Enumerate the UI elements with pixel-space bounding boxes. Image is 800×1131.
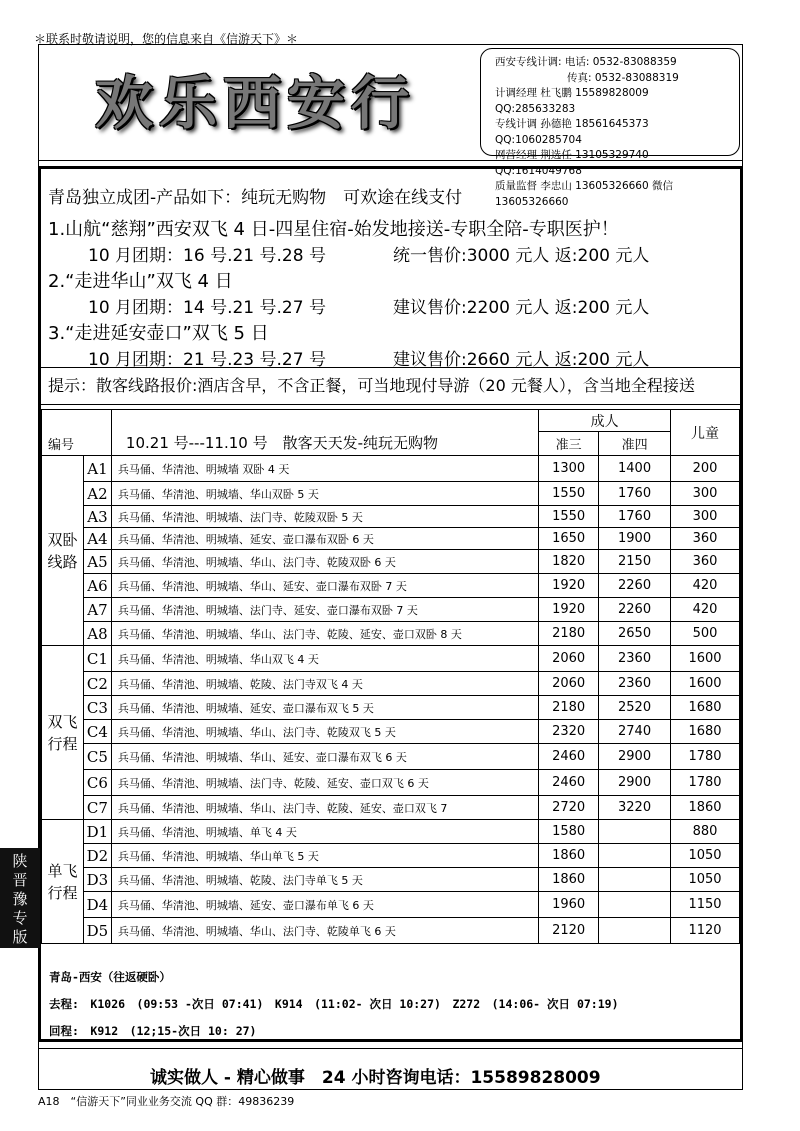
child-price: 360: [671, 550, 740, 574]
route-code: A1: [83, 456, 111, 482]
region-tab: [0, 848, 40, 948]
route-code: D5: [83, 918, 111, 944]
four-star-price: 2150: [599, 550, 671, 574]
four-star-price: 1400: [599, 456, 671, 482]
route-description: 兵马俑、华清池、明城墙、乾陵、法门寺双飞 4 天: [111, 672, 538, 696]
route-description: 兵马俑、华清池、明城墙、华山、延安、壶口瀑布双卧 7 天: [111, 574, 538, 598]
three-star-price: 1580: [539, 820, 599, 844]
product-title: 3.“走进延安壶口”双飞 5 日: [48, 323, 269, 344]
route-description: 兵马俑、华清池、明城墙、延安、壶口瀑布双飞 5 天: [111, 696, 538, 720]
four-star-price: 2650: [599, 622, 671, 646]
table-row: [42, 506, 740, 528]
four-star-price: 2900: [599, 770, 671, 796]
route-description: 兵马俑、华清池、明城墙、华山、法门寺、乾陵双卧 6 天: [111, 550, 538, 574]
contact-line: 网营经理 荆选任 13105329740 QQ:1614049768: [495, 149, 649, 177]
product-title: 1.山航“慈翔”西安双飞 4 日-四星住宿-始发地接送-专职全陪-专职医护！: [48, 219, 619, 240]
route-code: C5: [83, 744, 111, 770]
contact-line: 传真: 0532-83088319: [567, 71, 679, 84]
child-price: 1050: [671, 868, 740, 892]
product-price: 建议售价:2660 元人 返:200 元人: [393, 350, 650, 370]
route-description: 兵马俑、华清池、明城墙、法门寺、延安、壶口瀑布双卧 7 天: [111, 598, 538, 622]
route-description: 兵马俑、华清池、明城墙、华山单飞 5 天: [111, 844, 538, 868]
table-row: [42, 646, 740, 672]
route-group-line: 双卧: [47, 530, 78, 549]
route-description: 兵马俑、华清池、明城墙、延安、壶口瀑布单飞 6 天: [111, 892, 538, 918]
header-divider: [38, 160, 743, 161]
table-row: [42, 770, 740, 796]
child-price: 360: [671, 528, 740, 550]
child-price: 1120: [671, 918, 740, 944]
main-panel: [38, 166, 743, 1042]
child-price: 1780: [671, 770, 740, 796]
table-row: [42, 622, 740, 646]
table-row: [42, 574, 740, 598]
region-tab-char: 晋: [12, 871, 28, 889]
three-star-price: 1860: [539, 868, 599, 892]
four-star-price: [599, 918, 671, 944]
four-star-price: 2360: [599, 646, 671, 672]
contact-box: [480, 48, 740, 208]
four-star-price: [599, 892, 671, 918]
route-description: 兵马俑、华清池、明城墙、乾陵、法门寺单飞 5 天: [111, 868, 538, 892]
table-row: [42, 550, 740, 574]
child-price: 1680: [671, 720, 740, 744]
child-price: 300: [671, 506, 740, 528]
route-description: 兵马俑、华清池、明城墙、法门寺、乾陵双卧 5 天: [111, 506, 538, 528]
adult-header: 成人: [539, 410, 671, 432]
contact-line: 计调经理 杜飞鹏 15589828009 QQ:285633283: [495, 87, 649, 115]
group-tours-header: 青岛独立成团-产品如下：纯玩无购物 可欢途在线支付: [48, 188, 463, 208]
route-description: 兵马俑、华清池、明城墙、华山、法门寺、乾陵、延安、壶口双飞 7: [111, 796, 538, 820]
table-row: [42, 672, 740, 696]
three-star-price: 1300: [539, 456, 599, 482]
product-title: 2.“走进华山”双飞 4 日: [48, 271, 233, 292]
child-price: 1150: [671, 892, 740, 918]
source-notice: ＊联系时敬请说明，您的信息来自《信游天下》＊: [34, 32, 299, 46]
child-price: 1050: [671, 844, 740, 868]
four-star-price: [599, 844, 671, 868]
four-star-price: 2900: [599, 744, 671, 770]
period-header: 10.21 号---11.10 号 散客天天发-纯玩无购物: [111, 410, 538, 456]
three-star-price: 2180: [539, 696, 599, 720]
table-row: [42, 868, 740, 892]
three-star-price: 1860: [539, 844, 599, 868]
three-star-header: 准三: [539, 432, 599, 456]
route-group-line: 行程: [47, 734, 78, 753]
contact-line: 质量监督 李忠山 13605326660 微信 13605326660: [495, 180, 673, 208]
child-header: 儿童: [671, 410, 740, 456]
region-tab-char: 专: [12, 909, 28, 927]
train-outbound: 去程: K1026 (09:53 -次日 07:41) K914 (11:02- 次日 10:27) Z272 (14:06- 次日 07:19): [49, 997, 619, 1011]
product-dates-row: [48, 243, 738, 269]
route-description: 兵马俑、华清池、明城墙、单飞 4 天: [111, 820, 538, 844]
route-code: C6: [83, 770, 111, 796]
three-star-price: 1550: [539, 506, 599, 528]
train-title: 青岛-西安（往返硬卧）: [49, 970, 171, 984]
three-star-price: 2460: [539, 744, 599, 770]
table-row: [42, 720, 740, 744]
four-star-price: 2520: [599, 696, 671, 720]
price-body: [42, 456, 740, 944]
route-code: A3: [83, 506, 111, 528]
price-table: [41, 409, 740, 944]
four-star-price: 2260: [599, 598, 671, 622]
product-dates: 10 月团期：21 号.23 号.27 号: [88, 350, 326, 370]
child-price: 200: [671, 456, 740, 482]
four-star-price: [599, 820, 671, 844]
child-price: 1680: [671, 696, 740, 720]
route-description: 兵马俑、华清池、明城墙、华山双飞 4 天: [111, 646, 538, 672]
slogan: 诚实做人 - 精心做事 24 小时咨询电话：15589828009: [150, 1068, 601, 1088]
three-star-price: 1960: [539, 892, 599, 918]
three-star-price: 2060: [539, 646, 599, 672]
three-star-price: 2060: [539, 672, 599, 696]
route-code: D3: [83, 868, 111, 892]
table-row: [42, 528, 740, 550]
child-price: 880: [671, 820, 740, 844]
route-code: D4: [83, 892, 111, 918]
table-row: [42, 892, 740, 918]
four-star-price: 2360: [599, 672, 671, 696]
three-star-price: 1550: [539, 482, 599, 506]
table-row: [42, 918, 740, 944]
table-row: [42, 844, 740, 868]
three-star-price: 1920: [539, 598, 599, 622]
route-description: 兵马俑、华清池、明城墙、华山、延安、壶口瀑布双飞 6 天: [111, 744, 538, 770]
route-code: D2: [83, 844, 111, 868]
child-price: 1600: [671, 646, 740, 672]
route-code: A4: [83, 528, 111, 550]
table-row: [42, 796, 740, 820]
group-tours-section: [48, 185, 738, 373]
table-row: [42, 744, 740, 770]
region-tab-char: 版: [12, 928, 28, 946]
route-group-label: [42, 820, 84, 944]
product-dates-row: [48, 295, 738, 321]
contact-line: 专线计调 孙德艳 18561645373 QQ:1060285704: [495, 118, 649, 146]
route-group-line: 双飞: [47, 712, 78, 731]
three-star-price: 1820: [539, 550, 599, 574]
table-row: [42, 456, 740, 482]
route-description: 兵马俑、华清池、明城墙、华山、法门寺、乾陵双飞 5 天: [111, 720, 538, 744]
route-code: C7: [83, 796, 111, 820]
four-star-price: 1900: [599, 528, 671, 550]
route-group-line: 线路: [47, 552, 78, 571]
route-code: D1: [83, 820, 111, 844]
page-title: 欢乐西安行: [95, 69, 416, 137]
three-star-price: 2120: [539, 918, 599, 944]
route-code: A2: [83, 482, 111, 506]
four-star-price: 3220: [599, 796, 671, 820]
three-star-price: 1650: [539, 528, 599, 550]
tip-notice: 提示：散客线路报价:酒店含早，不含正餐，可当地现付导游（20 元餐人），含当地全程接送: [41, 367, 740, 405]
train-return: 回程: K912 (12;15-次日 10: 27): [49, 1024, 257, 1038]
region-tab-char: 豫: [12, 890, 28, 908]
four-star-price: 2740: [599, 720, 671, 744]
child-price: 1600: [671, 672, 740, 696]
contact-line: 西安专线计调: 电话: 0532-83088359: [495, 56, 677, 68]
route-description: 兵马俑、华清池、明城墙、华山双卧 5 天: [111, 482, 538, 506]
route-description: 兵马俑、华清池、明城墙 双卧 4 天: [111, 456, 538, 482]
four-star-price: 2260: [599, 574, 671, 598]
child-price: 1780: [671, 744, 740, 770]
route-description: 兵马俑、华清池、明城墙、华山、法门寺、乾陵单飞 6 天: [111, 918, 538, 944]
route-code: A5: [83, 550, 111, 574]
child-price: 420: [671, 598, 740, 622]
route-code: C3: [83, 696, 111, 720]
four-star-price: 1760: [599, 506, 671, 528]
route-group-line: 单飞: [47, 861, 78, 880]
route-code: A7: [83, 598, 111, 622]
route-code: A8: [83, 622, 111, 646]
three-star-price: 2460: [539, 770, 599, 796]
route-code: C1: [83, 646, 111, 672]
route-description: 兵马俑、华清池、明城墙、延安、壶口瀑布双卧 6 天: [111, 528, 538, 550]
table-row: [42, 696, 740, 720]
four-star-header: 准四: [599, 432, 671, 456]
three-star-price: 1920: [539, 574, 599, 598]
page-footer: A18 “信游天下”同业业务交流 QQ 群：49836239: [38, 1095, 295, 1108]
route-description: 兵马俑、华清池、明城墙、法门寺、乾陵、延安、壶口双飞 6 天: [111, 770, 538, 796]
train-schedule: [49, 964, 619, 1045]
three-star-price: 2720: [539, 796, 599, 820]
route-group-label: [42, 646, 84, 820]
table-row: [42, 820, 740, 844]
child-price: 1860: [671, 796, 740, 820]
route-group-label: [42, 456, 84, 646]
route-description: 兵马俑、华清池、明城墙、华山、法门寺、乾陵、延安、壶口双卧 8 天: [111, 622, 538, 646]
route-code: C4: [83, 720, 111, 744]
route-group-line: 行程: [47, 883, 78, 902]
three-star-price: 2320: [539, 720, 599, 744]
code-header: 编号: [42, 410, 112, 456]
product-price: 建议售价:2200 元人 返:200 元人: [393, 298, 650, 318]
table-row: [42, 482, 740, 506]
route-code: A6: [83, 574, 111, 598]
product-dates: 10 月团期：14 号.21 号.27 号: [88, 298, 326, 318]
region-tab-char: 陕: [12, 852, 28, 870]
product-dates: 10 月团期：16 号.21 号.28 号: [88, 246, 326, 266]
child-price: 420: [671, 574, 740, 598]
product-price: 统一售价:3000 元人 返:200 元人: [393, 246, 650, 266]
route-code: C2: [83, 672, 111, 696]
child-price: 500: [671, 622, 740, 646]
four-star-price: 1760: [599, 482, 671, 506]
footer-divider: [38, 1048, 743, 1049]
table-row: [42, 598, 740, 622]
three-star-price: 2180: [539, 622, 599, 646]
child-price: 300: [671, 482, 740, 506]
four-star-price: [599, 868, 671, 892]
